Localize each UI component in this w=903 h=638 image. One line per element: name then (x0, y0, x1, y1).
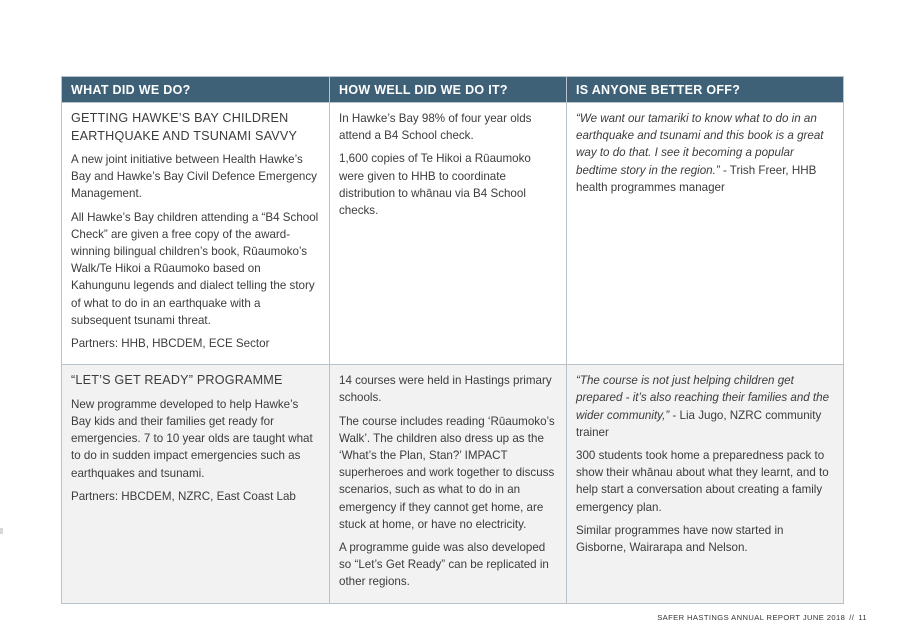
header-how-well: HOW WELL DID WE DO IT? (330, 77, 567, 103)
quote-block (576, 372, 834, 441)
report-title: SAFER HASTINGS ANNUAL REPORT JUNE 2018 (657, 613, 846, 622)
cell-what (62, 365, 330, 603)
paragraph: 14 courses were held in Hastings primary schools. (339, 374, 552, 405)
paragraph: Similar programmes have now started in Gisborne, Wairarapa and Nelson. (576, 523, 784, 555)
cell-better-off (567, 103, 844, 365)
cell-how (330, 103, 567, 365)
cell-how (330, 365, 567, 603)
footer-separator: // (849, 613, 855, 622)
initiative-heading: GETTING HAWKE’S BAY CHILDREN EARTHQUAKE AND TSUNAMI SAVVY (71, 111, 298, 143)
quote-text: “We want our tamariki to know what to do in an earthquake and tsunami and this book is a great way to do that. I see it becoming a popular bedtime story in the region.” (576, 112, 824, 177)
table-row (62, 103, 844, 365)
paragraph: All Hawke’s Bay children attending a “B4 School Check” are given a free copy of the award-winning bilingual children’s book, Rūaumoko’s Walk/Te Hikoi a Rūaumoko based on Kahungunu legends and dialect telling the story of what to do in an earthquake with a subsequent tsunami threat. (71, 210, 319, 327)
header-better-off: IS ANYONE BETTER OFF? (567, 77, 844, 103)
quote-block (576, 110, 834, 196)
partners-text: Partners: HBCDEM, NZRC, East Coast Lab (71, 489, 296, 503)
paragraph: New programme developed to help Hawke’s Bay kids and their families get ready for emergencies. 7 to 10 year olds are taught what to do in sudden impact emergencies such as earthquakes and tsunami. (71, 397, 313, 480)
cell-better-off (567, 365, 844, 603)
header-what-did-we-do: WHAT DID WE DO? (62, 77, 330, 103)
paragraph: A new joint initiative between Health Hawke’s Bay and Hawke’s Bay Civil Defence Emergency Management. (71, 153, 317, 201)
table-header-row (62, 77, 844, 103)
quote-attribution: - Lia Jugo, NZRC community trainer (576, 408, 822, 439)
page-number: 11 (858, 613, 867, 622)
cell-what (62, 103, 330, 365)
paragraph: The course includes reading ‘Rūaumoko’s Walk’. The children also dress up as the ‘What’s the Plan, Stan?’ IMPACT superheroes and work together to discuss scenarios, such as what to do in an emergency if they cannot get home, are stuck at home, or have no electricity. (339, 414, 555, 531)
paragraph: In Hawke’s Bay 98% of four year olds attend a B4 School check. (339, 112, 532, 143)
page-edge-mark (0, 528, 3, 534)
paragraph: 300 students took home a preparedness pack to show their whānau about what they learnt, and to help start a conversation about creating a family emergency plan. (576, 449, 829, 514)
partners-text: Partners: HHB, HBCDEM, ECE Sector (71, 337, 270, 351)
page-footer (657, 613, 867, 622)
report-table (61, 76, 844, 604)
initiative-heading: “LET’S GET READY” PROGRAMME (71, 373, 283, 388)
paragraph: A programme guide was also developed so “Let’s Get Ready” can be replicated in other regions. (339, 541, 549, 589)
table-row (62, 365, 844, 603)
paragraph: 1,600 copies of Te Hikoi a Rūaumoko were given to HHB to coordinate distribution to whānau via B4 School checks. (339, 152, 531, 218)
quote-attribution: - Trish Freer, HHB health programmes manager (576, 163, 817, 194)
quote-text: “The course is not just helping children get prepared - it’s also reaching their families and the wider community,” (576, 374, 830, 422)
